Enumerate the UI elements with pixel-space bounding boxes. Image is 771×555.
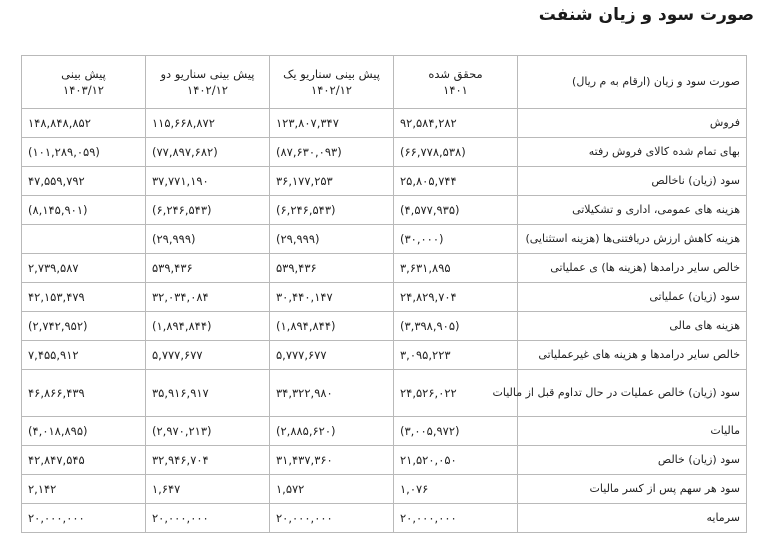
row-value: ۱,۰۷۶ xyxy=(394,475,518,504)
header-year: ۱۴۰۲/۱۲ xyxy=(311,83,352,97)
row-value: ۵,۷۷۷,۶۷۷ xyxy=(270,341,394,370)
row-label: هزینه های مالی xyxy=(518,312,747,341)
row-value: ۹۲,۵۸۴,۲۸۲ xyxy=(394,109,518,138)
row-value: ۵۳۹,۴۳۶ xyxy=(270,254,394,283)
header-title: پیش بینی سناریو دو xyxy=(160,67,255,81)
row-value xyxy=(22,225,146,254)
row-value: ۵۳۹,۴۳۶ xyxy=(146,254,270,283)
row-label: فروش xyxy=(518,109,747,138)
table-row xyxy=(22,225,747,254)
row-value: (۶,۲۴۶,۵۴۳) xyxy=(146,196,270,225)
row-label: سود (زیان) ناخالص xyxy=(518,167,747,196)
header-column-forecast xyxy=(22,56,146,109)
table-row xyxy=(22,504,747,533)
row-value: (۶,۲۴۶,۵۴۳) xyxy=(270,196,394,225)
table-row xyxy=(22,370,747,417)
row-value: ۳۶,۱۷۷,۲۵۳ xyxy=(270,167,394,196)
row-value: (۷۷,۸۹۷,۶۸۲) xyxy=(146,138,270,167)
row-value: (۳,۳۹۸,۹۰۵) xyxy=(394,312,518,341)
row-value: ۴۶,۸۶۶,۴۳۹ xyxy=(22,370,146,417)
table-row xyxy=(22,196,747,225)
row-value: (۴,۵۷۷,۹۳۵) xyxy=(394,196,518,225)
row-value: ۵,۷۷۷,۶۷۷ xyxy=(146,341,270,370)
row-value: ۱,۵۷۲ xyxy=(270,475,394,504)
table-row xyxy=(22,109,747,138)
row-value: ۳۲,۰۳۴,۰۸۴ xyxy=(146,283,270,312)
row-value: (۲,۷۴۲,۹۵۲) xyxy=(22,312,146,341)
row-value: ۷,۴۵۵,۹۱۲ xyxy=(22,341,146,370)
header-title: پیش بینی سناریو یک xyxy=(283,67,380,81)
row-label: خالص سایر درامدها (هزینه ها) ی عملیاتی xyxy=(518,254,747,283)
row-label: سود (زیان) عملیاتی xyxy=(518,283,747,312)
row-value: ۱۱۵,۶۶۸,۸۷۲ xyxy=(146,109,270,138)
row-label: سود هر سهم پس از کسر مالیات xyxy=(518,475,747,504)
row-value: (۱,۸۹۴,۸۴۴) xyxy=(146,312,270,341)
row-label: بهای تمام شده کالای فروش رفته xyxy=(518,138,747,167)
header-title: محقق شده xyxy=(428,67,483,81)
row-value: ۲۰,۰۰۰,۰۰۰ xyxy=(22,504,146,533)
row-value: ۲۴,۸۲۹,۷۰۴ xyxy=(394,283,518,312)
row-label: هزینه های عمومی، اداری و تشکیلاتی xyxy=(518,196,747,225)
row-value: ۱۴۸,۸۴۸,۸۵۲ xyxy=(22,109,146,138)
header-column-scenario-one xyxy=(270,56,394,109)
row-value: ۳,۶۳۱,۸۹۵ xyxy=(394,254,518,283)
row-value: (۶۶,۷۷۸,۵۳۸) xyxy=(394,138,518,167)
row-value: ۴۷,۵۵۹,۷۹۲ xyxy=(22,167,146,196)
row-value: (۸,۱۴۵,۹۰۱) xyxy=(22,196,146,225)
row-value: ۲۰,۰۰۰,۰۰۰ xyxy=(394,504,518,533)
row-value: ۳۰,۴۴۰,۱۴۷ xyxy=(270,283,394,312)
table-row xyxy=(22,446,747,475)
row-value: ۳۱,۴۳۷,۳۶۰ xyxy=(270,446,394,475)
row-value: ۱۲۳,۸۰۷,۳۴۷ xyxy=(270,109,394,138)
table-row xyxy=(22,341,747,370)
row-value: (۱,۸۹۴,۸۴۴) xyxy=(270,312,394,341)
row-value: ۲۴,۵۲۶,۰۲۲ xyxy=(394,370,518,417)
table-row xyxy=(22,475,747,504)
row-value: (۱۰۱,۲۸۹,۰۵۹) xyxy=(22,138,146,167)
header-column-scenario-two xyxy=(146,56,270,109)
row-value: (۲,۹۷۰,۲۱۳) xyxy=(146,417,270,446)
table-row xyxy=(22,167,747,196)
row-label: سرمایه xyxy=(518,504,747,533)
header-column-actual xyxy=(394,56,518,109)
income-statement-table xyxy=(21,55,747,533)
header-year: ۱۴۰۲/۱۲ xyxy=(187,83,228,97)
table-row xyxy=(22,417,747,446)
row-value: (۲۹,۹۹۹) xyxy=(270,225,394,254)
row-value: ۳۷,۷۷۱,۱۹۰ xyxy=(146,167,270,196)
row-value: ۳,۰۹۵,۲۲۳ xyxy=(394,341,518,370)
row-value: (۲۹,۹۹۹) xyxy=(146,225,270,254)
row-label: خالص سایر درامدها و هزینه های غیرعملیاتی xyxy=(518,341,747,370)
row-value: (۲,۸۸۵,۶۲۰) xyxy=(270,417,394,446)
row-value: ۱,۶۴۷ xyxy=(146,475,270,504)
row-label: مالیات xyxy=(518,417,747,446)
table-header-row xyxy=(22,56,747,109)
row-value: (۳,۰۰۵,۹۷۲) xyxy=(394,417,518,446)
row-value: ۲۰,۰۰۰,۰۰۰ xyxy=(270,504,394,533)
header-label-column: صورت سود و زیان (ارقام به م ریال) xyxy=(518,56,747,109)
row-value: ۴۲,۱۵۳,۴۷۹ xyxy=(22,283,146,312)
row-label: سود (زیان) خالص xyxy=(518,446,747,475)
row-value: ۳۴,۳۲۲,۹۸۰ xyxy=(270,370,394,417)
table-row xyxy=(22,138,747,167)
row-label: هزینه کاهش ارزش دریافتنی‌ها (هزینه استثنایی) xyxy=(518,225,747,254)
table-row xyxy=(22,312,747,341)
header-year: ۱۴۰۳/۱۲ xyxy=(63,83,104,97)
row-label: سود (زیان) خالص عملیات در حال تداوم قبل از مالیات xyxy=(518,370,747,417)
row-value: ۴۲,۸۴۷,۵۴۵ xyxy=(22,446,146,475)
table-row xyxy=(22,283,747,312)
row-value: (۳۰,۰۰۰) xyxy=(394,225,518,254)
row-value: (۴,۰۱۸,۸۹۵) xyxy=(22,417,146,446)
row-value: ۳۵,۹۱۶,۹۱۷ xyxy=(146,370,270,417)
header-title: پیش بینی xyxy=(61,67,106,81)
table-row xyxy=(22,254,747,283)
row-value: ۲,۷۳۹,۵۸۷ xyxy=(22,254,146,283)
row-value: ۳۲,۹۴۶,۷۰۴ xyxy=(146,446,270,475)
page-title: صورت سود و زیان شنفت xyxy=(538,5,754,25)
row-value: ۲۰,۰۰۰,۰۰۰ xyxy=(146,504,270,533)
row-value: ۲,۱۴۲ xyxy=(22,475,146,504)
row-value: ۲۱,۵۲۰,۰۵۰ xyxy=(394,446,518,475)
row-value: ۲۵,۸۰۵,۷۴۴ xyxy=(394,167,518,196)
row-value: (۸۷,۶۳۰,۰۹۳) xyxy=(270,138,394,167)
header-year: ۱۴۰۱ xyxy=(443,83,468,97)
